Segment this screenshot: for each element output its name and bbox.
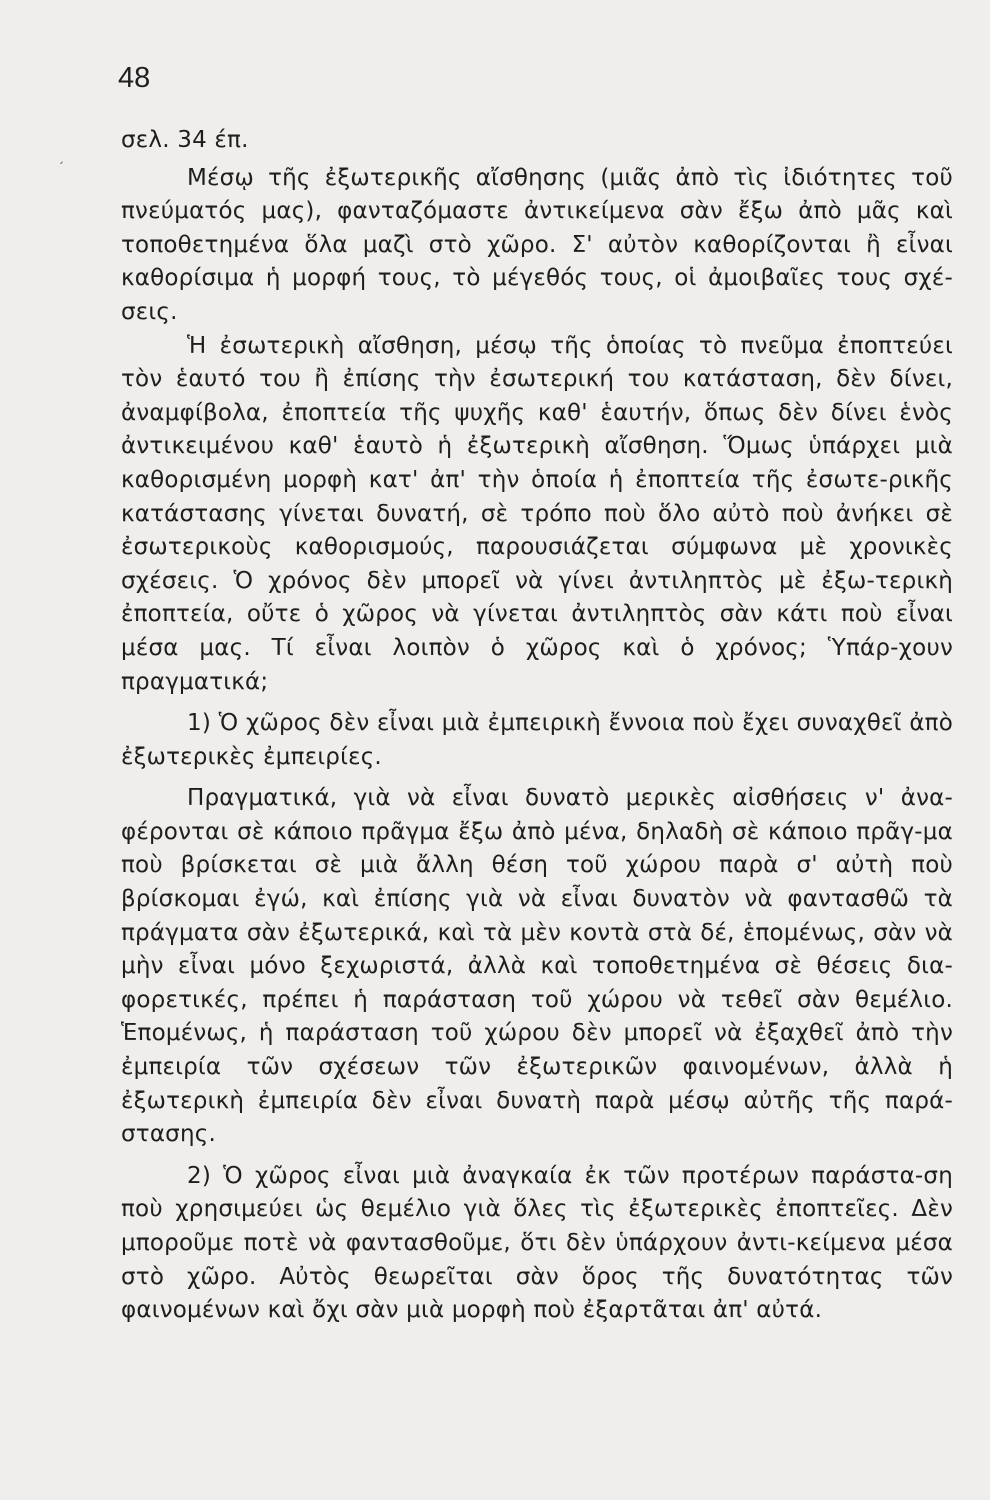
paragraph-5: 2) Ὁ χῶρος εἶναι μιὰ ἀναγκαία ἐκ τῶν προτέρων παράστα-ση ποὺ χρησιμεύει ὡς θεμέλιο γιὰ ὅλες τὶς ἐξωτερικὲς ἐποπτεῖες. Δὲν μποροῦμε ποτὲ νὰ φαντασθοῦμε, ὅτι δὲν ὑπάρχουν ἀντι-κείμενα μέσα στὸ χῶρο. Αὐτὸς θεωρεῖται σὰν ὅρος τῆς δυνατότητας τῶν φαινομένων καὶ ὄχι σὰν μιὰ μορφὴ ποὺ ἐξαρτᾶται ἀπ' αὐτά. xyxy=(121,1162,953,1324)
paragraph-2: Ἡ ἐσωτερικὴ αἴσθηση, μέσῳ τῆς ὁποίας τὸ πνεῦμα ἐποπτεύει τὸν ἑαυτό του ἢ ἐπίσης τὴν ἐσωτερική του κατάσταση, δὲν δίνει, ἀναμφίβολα, ἐποπτεία τῆς ψυχῆς καθ' ἑαυτήν, ὅπως δὲν δίνει ἑνὸς ἀντικειμένου καθ' ἑαυτὸ ἡ ἐξωτερικὴ αἴσθηση. Ὅμως ὑπάρχει μιὰ καθορισμένη μορφὴ κατ' ἀπ' τὴν ὁποία ἡ ἐποπτεία τῆς ἐσωτε-ρικῆς κατάστασης γίνεται δυνατή, σὲ τρόπο ποὺ ὅλο αὐτὸ ποὺ ἀνήκει σὲ ἐσωτερικοὺς καθορισμούς, παρουσιάζεται σύμφωνα μὲ χρονικὲς σχέσεις. Ὁ χρόνος δὲν μπορεῖ νὰ γίνει ἀντιληπτὸς μὲ ἐξω-τερικὴ ἐποπτεία, οὔτε ὁ χῶρος νὰ γίνεται ἀντιληπτὸς σὰν κάτι ποὺ εἶναι μέσα μας. Τί εἶναι λοιπὸν ὁ χῶρος καὶ ὁ χρόνος; Ὑπάρ-χουν πραγματικά; xyxy=(121,332,953,695)
margin-mark: ˏ xyxy=(58,150,64,164)
paragraph-4: Πραγματικά, γιὰ νὰ εἶναι δυνατὸ μερικὲς αἰσθήσεις ν' ἀνα-φέρονται σὲ κάποιο πρᾶγμα ἔξω ἀπὸ μένα, δηλαδὴ σὲ κάποιο πρᾶγ-μα ποὺ βρίσκεται σὲ μιὰ ἄλλη θέση τοῦ χώρου παρὰ σ' αὐτὴ ποὺ βρίσκομαι ἐγώ, καὶ ἐπίσης γιὰ νὰ εἶναι δυνατὸν νὰ φαντασθῶ τὰ πράγματα σὰν ἐξωτερικά, καὶ τὰ μὲν κοντὰ στὰ δέ, ἑπομένως, σὰν νὰ μὴν εἶναι μόνο ξεχωριστά, ἀλλὰ καὶ τοποθετημένα σὲ θέσεις δια-φορετικές, πρέπει ἡ παράσταση τοῦ χώρου νὰ τεθεῖ σὰν θεμέλιο. Ἑπομένως, ἡ παράσταση τοῦ χώρου δὲν μπορεῖ νὰ ἐξαχθεῖ ἀπὸ τὴν ἐμπειρία τῶν σχέσεων τῶν ἐξωτερικῶν φαινομένων, ἀλλὰ ἡ ἐξωτερικὴ ἐμπειρία δὲν εἶναι δυνατὴ παρὰ μέσῳ αὐτῆς τῆς παρά-στασης. xyxy=(121,785,953,1148)
paragraph-1: Μέσῳ τῆς ἐξωτερικῆς αἴσθησης (μιᾶς ἀπὸ τὶς ἰδιότητες τοῦ πνεύματός μας), φανταζόμαστε ἀντικείμενα σὰν ἔξω ἀπὸ μᾶς καὶ τοποθετημένα ὅλα μαζὶ στὸ χῶρο. Σ' αὐτὸν καθορίζονται ἢ εἶναι καθορίσιμα ἡ μορφή τους, τὸ μέγεθός τους, οἱ ἀμοιβαῖες τους σχέ-σεις. xyxy=(121,164,953,325)
paragraph-3: 1) Ὁ χῶρος δὲν εἶναι μιὰ ἐμπειρικὴ ἔννοια ποὺ ἔχει συναχθεῖ ἀπὸ ἐξωτερικὲς ἐμπειρίες. xyxy=(121,710,953,770)
body-text xyxy=(121,124,953,1328)
reference-line: σελ. 34 έπ. xyxy=(121,127,249,153)
page-number: 48 xyxy=(118,62,151,94)
